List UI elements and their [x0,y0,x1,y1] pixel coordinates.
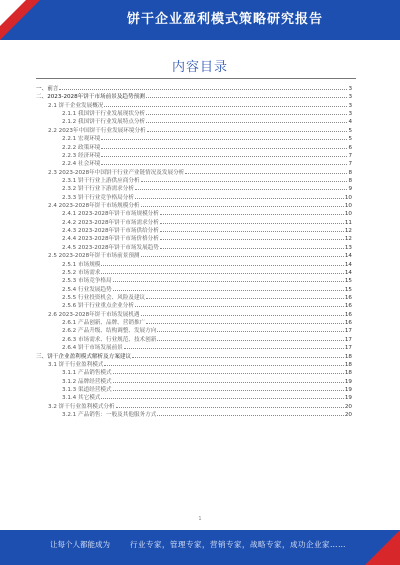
toc-leader-dots [124,343,344,349]
toc-entry-page: 10 [344,194,352,201]
toc-leader-dots [113,285,344,291]
toc-leader-dots [160,209,344,215]
toc-divider [36,78,356,79]
toc-entry-page: 18 [344,370,352,377]
toc-entry-page: 17 [344,336,352,343]
toc-entry[interactable] [36,143,352,151]
toc-entry[interactable] [36,410,352,418]
toc-entry[interactable] [36,402,352,410]
toc-leader-dots [113,276,344,282]
toc-entry[interactable] [36,360,352,368]
toc-entry[interactable] [36,377,352,385]
toc-entry[interactable] [36,109,352,117]
footer-accent-red [365,530,400,565]
toc-entry[interactable] [36,101,352,109]
toc-leader-dots [146,293,344,299]
toc-entry-page: 6 [348,144,352,151]
toc-entry-text: 2.3.2 饼干行业下游需求分析 [62,186,134,193]
toc-entry-page: 5 [348,136,352,143]
toc-entry[interactable] [36,352,352,360]
toc-leader-dots [113,368,344,374]
toc-leader-dots [101,151,347,157]
toc-entry[interactable] [36,251,352,259]
toc-entry-text: 2.5.6 饼干行业重点企业分析 [62,303,134,310]
toc-entry-text: 2.4.4 2023-2028年饼干市场价格分析 [62,236,159,243]
toc-entry[interactable] [36,318,352,326]
toc-leader-dots [101,134,347,140]
toc-entry[interactable] [36,201,352,209]
toc-list [36,84,352,418]
toc-entry[interactable] [36,151,352,159]
toc-entry-page: 17 [344,328,352,335]
toc-leader-dots [141,176,348,182]
toc-entry-text: 2.3.3 饼干行业竞争格局分析 [62,194,134,201]
toc-entry-text: 2.3.1 饼干行业上游供应商分析 [62,177,140,184]
toc-leader-dots [146,109,347,115]
toc-entry-page: 8 [348,169,352,176]
toc-leader-dots [135,193,344,199]
toc-entry-page: 20 [344,412,352,419]
toc-entry-text: 2.2.2 政策环境 [62,144,101,151]
toc-leader-dots [113,377,344,383]
toc-entry[interactable] [36,243,352,251]
toc-leader-dots [116,402,344,408]
toc-leader-dots [104,101,347,107]
toc-entry-page: 19 [344,386,352,393]
toc-leader-dots [141,310,344,316]
toc-entry[interactable] [36,326,352,334]
toc-entry-text: 一、前言 [36,86,59,92]
toc-leader-dots [59,84,347,90]
toc-entry[interactable] [36,343,352,351]
toc-entry-page: 15 [344,286,352,293]
toc-leader-dots [160,243,344,249]
toc-leader-dots [135,184,347,190]
toc-entry-page: 16 [344,311,352,318]
toc-entry-text: 2.6.4 饼干市场发展前景 [62,345,123,352]
toc-entry-text: 2.6.2 产品升级、结构调整、发展方向 [62,328,157,335]
toc-entry[interactable] [36,218,352,226]
toc-entry-text: 2.5.2 市场需求 [62,269,101,276]
toc-entry-page: 4 [348,119,352,126]
toc-entry-page: 12 [344,236,352,243]
toc-leader-dots [146,318,344,324]
toc-entry[interactable] [36,260,352,268]
toc-entry-page: 16 [344,320,352,327]
toc-entry[interactable] [36,301,352,309]
toc-entry-text: 二、2023-2028年饼干市场前景及趋势预测 [36,94,145,101]
toc-entry-text: 3.1.3 渠道经营模式 [62,386,112,393]
toc-entry-page: 3 [348,102,352,109]
toc-entry-page: 18 [344,353,352,360]
toc-entry[interactable] [36,159,352,167]
report-title: 饼干企业盈利模式策略研究报告 [126,12,323,27]
toc-entry-text: 3.1 饼干行业盈利模式 [48,361,104,368]
toc-entry[interactable] [36,276,352,284]
toc-leader-dots [160,218,344,224]
toc-leader-dots [132,352,344,358]
toc-entry-page: 12 [344,228,352,235]
toc-leader-dots [146,117,347,123]
toc-entry-text: 三、饼干企业盈利模式解析及方案建议 [36,353,132,360]
toc-entry-page: 10 [344,203,352,210]
toc-entry-page: 16 [344,294,352,301]
toc-entry[interactable] [36,209,352,217]
page-number: 1 [198,516,202,522]
toc-entry-page: 9 [348,186,352,193]
toc-entry-page: 14 [344,261,352,268]
toc-entry-text: 2.1 饼干企业发展概况 [48,102,104,109]
toc-leader-dots [101,159,347,165]
toc-leader-dots [141,251,344,257]
toc-entry[interactable] [36,92,352,100]
toc-entry-text: 2.1.1 我国饼干行业发展现状分析 [62,111,146,118]
toc-entry-page: 3 [348,94,352,101]
toc-entry[interactable] [36,310,352,318]
toc-entry-text: 2.4.2 2023-2028年饼干市场需求分析 [62,219,159,226]
toc-entry-text: 2.5.3 市场竞争格局 [62,278,112,285]
toc-entry-page: 20 [344,403,352,410]
toc-leader-dots [185,168,347,174]
toc-leader-dots [101,260,343,266]
toc-entry[interactable] [36,184,352,192]
toc-leader-dots [113,385,344,391]
footer-brand: 让每个人都能成为 [50,540,110,549]
toc-entry-page: 17 [344,345,352,352]
toc-entry[interactable] [36,285,352,293]
toc-leader-dots [157,410,344,416]
toc-leader-dots [146,92,348,98]
toc-leader-dots [160,226,344,232]
toc-entry-text: 2.5 2023-2028年饼干市场前景预测 [48,253,140,260]
toc-leader-dots [101,393,343,399]
toc-entry[interactable] [36,226,352,234]
header-accent-white [0,0,26,26]
toc-leader-dots [104,360,343,366]
toc-entry-text: 3.2.1 产品销售：一般及其他服务方式 [62,412,157,419]
toc-leader-dots [101,268,343,274]
toc-entry-text: 2.4.1 2023-2028年饼干市场规模分析 [62,211,159,218]
toc-entry[interactable] [36,335,352,343]
toc-entry-page: 3 [348,86,352,92]
toc-entry-text: 2.6.3 市场需求、行业规范、技术创新 [62,336,157,343]
toc-entry-text: 2.4 2023-2028年饼干市场规模分析 [48,203,140,210]
toc-entry-text: 2.3 2023-2028年中国饼干行业产业链情况及发展分析 [48,169,185,176]
toc-heading: 内容目录 [171,60,228,75]
toc-entry-text: 2.1.2 我国饼干行业发展特点分析 [62,119,146,126]
toc-leader-dots [157,335,344,341]
toc-entry-text: 3.2 饼干行业盈利模式分析 [48,403,115,410]
toc-entry-page: 16 [344,303,352,310]
toc-entry-page: 3 [348,111,352,118]
toc-leader-dots [160,234,344,240]
toc-entry[interactable] [36,176,352,184]
toc-entry[interactable] [36,84,352,92]
footer-slogan: 行业专家，管理专家，营销专家，战略专家，成功企业家…… [130,540,346,549]
toc-entry-page: 8 [348,177,352,184]
toc-entry-page: 7 [348,152,352,159]
toc-entry-text: 2.2 2023年中国饼干行业发展环境分析 [48,127,146,134]
toc-entry-page: 14 [344,253,352,260]
toc-entry-page: 19 [344,378,352,385]
toc-entry-text: 2.6.1 产品创新、品牌、营销推广 [62,320,146,327]
toc-entry[interactable] [36,393,352,401]
toc-entry[interactable] [36,193,352,201]
toc-entry-text: 2.2.4 社会环境 [62,161,101,168]
toc-entry-page: 7 [348,161,352,168]
toc-entry[interactable] [36,117,352,125]
toc-leader-dots [147,126,348,132]
toc-entry[interactable] [36,126,352,134]
toc-entry-page: 14 [344,269,352,276]
toc-leader-dots [135,301,344,307]
toc-entry[interactable] [36,385,352,393]
toc-entry-page: 19 [344,395,352,402]
toc-entry-text: 3.1.1 产品销售模式 [62,370,112,377]
toc-entry-text: 3.1.2 品牌经营模式 [62,378,112,385]
toc-leader-dots [157,326,344,332]
toc-entry[interactable] [36,368,352,376]
toc-entry-text: 2.2.1 宏观环境 [62,136,101,143]
toc-entry-text: 2.4.3 2023-2028年饼干市场供给分析 [62,228,159,235]
toc-entry-text: 2.5.4 行业发展趋势 [62,286,112,293]
toc-entry-text: 2.4.5 2023-2028年饼干市场发展趋势 [62,244,159,251]
toc-entry[interactable] [36,268,352,276]
toc-entry[interactable] [36,293,352,301]
toc-entry[interactable] [36,134,352,142]
toc-entry-text: 2.5.5 行业投资机会、风险及建议 [62,294,146,301]
toc-entry-page: 10 [344,211,352,218]
toc-entry-page: 11 [344,219,352,226]
toc-leader-dots [101,143,347,149]
toc-entry-text: 2.2.3 经济环境 [62,152,101,159]
toc-entry-page: 18 [344,361,352,368]
toc-entry-page: 15 [344,278,352,285]
toc-entry-text: 3.1.4 其它模式 [62,395,101,402]
toc-entry[interactable] [36,168,352,176]
toc-leader-dots [141,201,344,207]
toc-entry-page: 13 [344,244,352,251]
toc-entry-text: 2.6 2023-2028年饼干市场发展机遇 [48,311,140,318]
toc-entry[interactable] [36,234,352,242]
toc-entry-text: 2.5.1 市场规模 [62,261,101,268]
toc-entry-page: 5 [348,127,352,134]
